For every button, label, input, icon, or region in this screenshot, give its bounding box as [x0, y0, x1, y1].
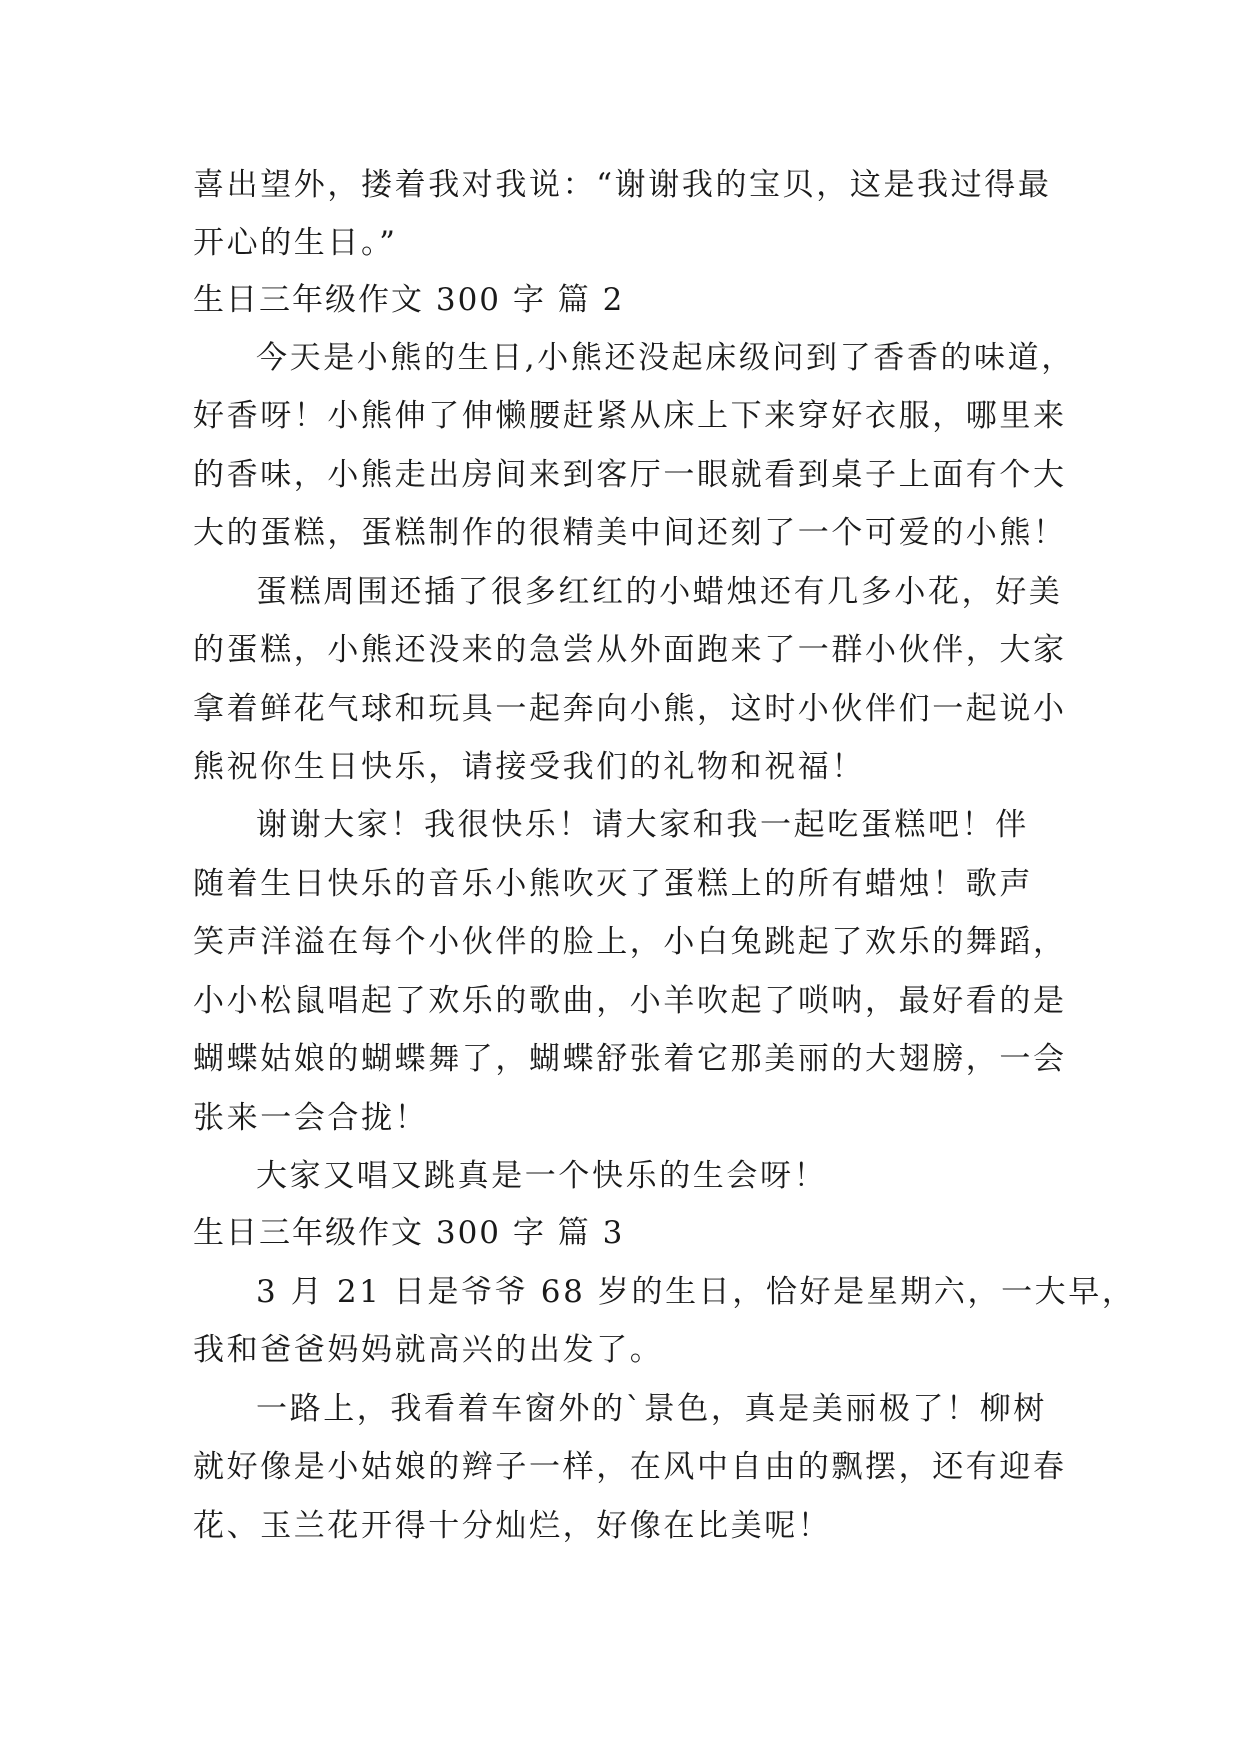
- text-line: 的蛋糕，小熊还没来的急尝从外面跑来了一群小伙伴，大家: [193, 632, 1067, 668]
- text-line: 我和爸爸妈妈就高兴的出发了。: [193, 1332, 664, 1368]
- section-heading: 生日三年级作文 300 字 篇 3: [193, 1215, 625, 1251]
- section-heading: 生日三年级作文 300 字 篇 2: [193, 282, 625, 318]
- text-line: 今天是小熊的生日,小熊还没起床级问到了香香的味道，: [256, 340, 1075, 376]
- text-line: 拿着鲜花气球和玩具一起奔向小熊，这时小伙伴们一起说小: [193, 691, 1067, 727]
- text-line: 张来一会合拢！: [193, 1100, 429, 1136]
- text-line: 熊祝你生日快乐，请接受我们的礼物和祝福！: [193, 749, 865, 785]
- text-line: 好香呀！小熊伸了伸懒腰赶紧从床上下来穿好衣服，哪里来: [193, 398, 1067, 434]
- text-line: 大的蛋糕，蛋糕制作的很精美中间还刻了一个可爱的小熊！: [193, 515, 1067, 551]
- text-line: 的香味，小熊走出房间来到客厅一眼就看到桌子上面有个大: [193, 457, 1067, 493]
- text-line: 开心的生日。”: [193, 225, 398, 261]
- text-line: 大家又唱又跳真是一个快乐的生会呀！: [256, 1158, 828, 1194]
- text-line: 喜出望外，搂着我对我说：“谢谢我的宝贝，这是我过得最: [193, 167, 1052, 203]
- text-line: 随着生日快乐的音乐小熊吹灭了蛋糕上的所有蜡烛！歌声: [193, 866, 1033, 902]
- text-line: 3 月 21 日是爷爷 68 岁的生日，恰好是星期六，一大早，: [256, 1274, 1136, 1310]
- text-line: 就好像是小姑娘的辫子一样，在风中自由的飘摆，还有迎春: [193, 1449, 1067, 1485]
- text-line: 谢谢大家！我很快乐！请大家和我一起吃蛋糕吧！伴: [256, 807, 1029, 843]
- text-line: 蝴蝶姑娘的蝴蝶舞了，蝴蝶舒张着它那美丽的大翅膀，一会: [193, 1041, 1067, 1077]
- text-line: 笑声洋溢在每个小伙伴的脸上，小白兔跳起了欢乐的舞蹈，: [193, 924, 1067, 960]
- text-line: 蛋糕周围还插了很多红红的小蜡烛还有几多小花，好美: [256, 574, 1063, 610]
- text-line: 一路上，我看着车窗外的`景色，真是美丽极了！柳树: [256, 1391, 1047, 1427]
- text-line: 花、玉兰花开得十分灿烂，好像在比美呢！: [193, 1508, 832, 1544]
- text-line: 小小松鼠唱起了欢乐的歌曲，小羊吹起了唢呐，最好看的是: [193, 983, 1067, 1019]
